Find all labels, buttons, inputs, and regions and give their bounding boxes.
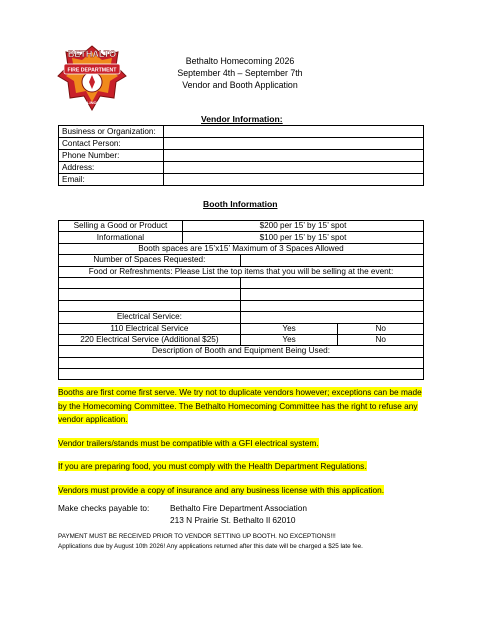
payment-label: Make checks payable to: xyxy=(58,503,150,513)
vendor-row xyxy=(59,150,424,162)
vendor-info-table xyxy=(58,125,424,186)
vendor-field-label: Business or Organization: xyxy=(59,126,164,138)
description-input[interactable] xyxy=(59,357,424,368)
footer-payment-notice: PAYMENT MUST BE RECEIVED PRIOR TO VENDOR SETTING UP BOOTH. NO EXCEPTIONS!!! xyxy=(58,533,336,540)
product-price: $200 per 15’ by 15’ spot xyxy=(182,221,423,232)
logo-text-bottom: ILLINOIS xyxy=(83,100,101,105)
booth-row xyxy=(59,312,424,323)
spaces-note: Booth spaces are 15’x15’ Maximum of 3 Spaces Allowed xyxy=(59,243,424,254)
bethalto-fire-department-logo xyxy=(52,42,132,114)
booth-row xyxy=(59,255,424,266)
elec-220-label: 220 Electrical Service (Additional $25) xyxy=(59,334,241,345)
description-input[interactable] xyxy=(59,368,424,379)
business-input[interactable] xyxy=(164,126,424,138)
booth-row xyxy=(59,334,424,345)
vendor-section-title: Vendor Information: xyxy=(201,114,283,124)
booth-row xyxy=(59,323,424,334)
header-title: Bethalto Homecoming 2026 xyxy=(185,56,295,66)
food-label: Food or Refreshments: Please List the top items that you will be selling at the event: xyxy=(59,266,424,277)
informational-price: $100 per 15’ by 15’ spot xyxy=(182,232,423,243)
food-item-row xyxy=(59,289,424,300)
booth-row xyxy=(59,266,424,277)
booth-row xyxy=(59,243,424,254)
product-label: Selling a Good or Product xyxy=(59,221,183,232)
elec-220-no[interactable]: No xyxy=(338,334,424,345)
booth-info-table xyxy=(58,220,424,380)
payment-payee: Bethalto Fire Department Association xyxy=(170,503,307,513)
vendor-row xyxy=(59,126,424,138)
phone-input[interactable] xyxy=(164,150,424,162)
elec-110-no[interactable]: No xyxy=(338,323,424,334)
payment-address: 213 N Prairie St. Bethalto Il 62010 xyxy=(170,515,296,525)
note-gfi: Vendor trailers/stands must be compatible with a GFI electrical system. xyxy=(58,437,319,448)
logo-text-top: BETHALTO xyxy=(67,49,117,59)
footer-deadline-notice: Applications due by August 10th 2026! Any applications returned after this date will be charged a $25 late fee. xyxy=(58,543,363,550)
informational-label: Informational xyxy=(59,232,183,243)
food-item-input[interactable] xyxy=(240,289,423,300)
vendor-field-label: Email: xyxy=(59,174,164,186)
header-dates: September 4th – September 7th xyxy=(177,67,303,78)
vendor-field-label: Phone Number: xyxy=(59,150,164,162)
food-item-input[interactable] xyxy=(240,300,423,311)
electrical-label: Electrical Service: xyxy=(59,312,241,323)
booth-row xyxy=(59,232,424,243)
document-header xyxy=(140,56,340,91)
contact-input[interactable] xyxy=(164,138,424,150)
note-health: If you are preparing food, you must comply with the Health Department Regulations. xyxy=(58,461,367,471)
description-row xyxy=(59,368,424,379)
booth-row xyxy=(59,221,424,232)
description-label: Description of Booth and Equipment Being Used: xyxy=(59,346,424,357)
vendor-row xyxy=(59,174,424,186)
note-insurance: Vendors must provide a copy of insurance and any business license with this application. xyxy=(58,484,385,495)
booth-row xyxy=(59,346,424,357)
food-item-row xyxy=(59,300,424,311)
num-spaces-label: Number of Spaces Requested: xyxy=(59,255,241,266)
vendor-field-label: Address: xyxy=(59,162,164,174)
notes-section xyxy=(58,386,428,497)
food-item-input[interactable] xyxy=(59,300,241,311)
vendor-row xyxy=(59,138,424,150)
header-subtitle: Vendor and Booth Application xyxy=(182,79,298,90)
food-item-input[interactable] xyxy=(59,289,241,300)
vendor-row xyxy=(59,162,424,174)
elec-110-yes[interactable]: Yes xyxy=(240,323,338,334)
vendor-field-label: Contact Person: xyxy=(59,138,164,150)
food-item-row xyxy=(59,277,424,288)
description-row xyxy=(59,357,424,368)
email-input[interactable] xyxy=(164,174,424,186)
logo-text-band: FIRE DEPARTMENT xyxy=(67,67,117,74)
elec-220-yes[interactable]: Yes xyxy=(240,334,338,345)
note-first-come: Booths are first come first serve. We try not to duplicate vendors however; exceptions can be made by the Homecoming Committee. The Bethalto Homecoming Committee has the right to refuse any vendor application. xyxy=(58,387,422,424)
address-input[interactable] xyxy=(164,162,424,174)
food-item-input[interactable] xyxy=(240,277,423,288)
food-item-input[interactable] xyxy=(59,277,241,288)
num-spaces-input[interactable] xyxy=(240,255,423,266)
elec-110-label: 110 Electrical Service xyxy=(59,323,241,334)
booth-section-title: Booth Information xyxy=(203,199,278,209)
